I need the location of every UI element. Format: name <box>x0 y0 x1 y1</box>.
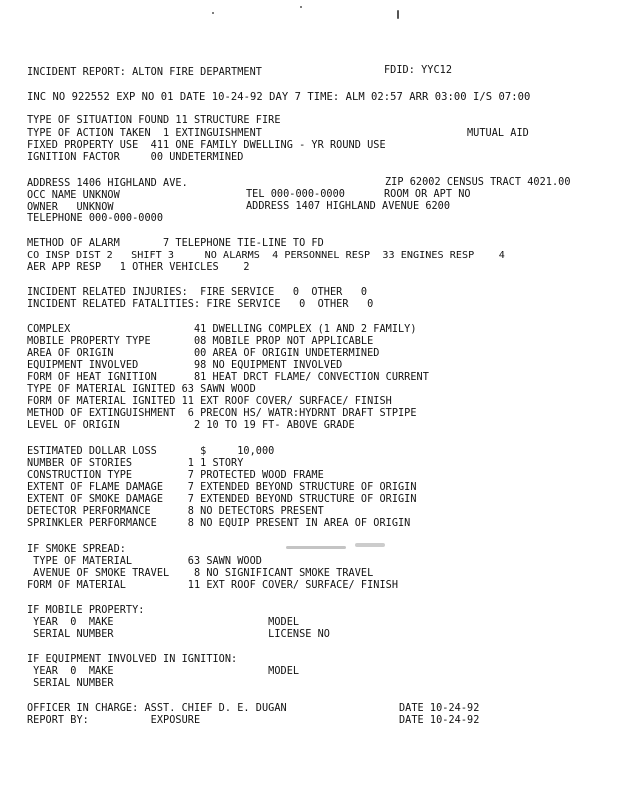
report-by: REPORT BY: EXPOSURE <box>27 715 201 726</box>
scan-speck <box>300 6 302 8</box>
zip-census: ZIP 62002 CENSUS TRACT 4021.00 <box>385 177 571 188</box>
address: ADDRESS 1406 HIGHLAND AVE. <box>27 178 188 189</box>
officer-in-charge: OFFICER IN CHARGE: ASST. CHIEF D. E. DUGAN <box>27 703 287 714</box>
aer-app-resp: AER APP RESP 1 OTHER VEHICLES 2 <box>27 262 250 273</box>
occupant-name: OCC NAME UNKNOW <box>27 190 120 201</box>
mobile-property-heading: IF MOBILE PROPERTY: <box>27 605 145 616</box>
detector-performance: DETECTOR PERFORMANCE 8 NO DETECTORS PRESENT <box>27 506 324 517</box>
type-of-material-ignited: TYPE OF MATERIAL IGNITED 63 SAWN WOOD <box>27 384 256 395</box>
co-insp-line: CO INSP DIST 2 SHIFT 3 NO ALARMS 4 PERSONNEL RESP 33 ENGINES RESP 4 <box>27 250 505 261</box>
fixed-property-use: FIXED PROPERTY USE 411 ONE FAMILY DWELLING - YR ROUND USE <box>27 140 386 151</box>
equipment-year-make-model: YEAR 0 MAKE MODEL <box>27 666 300 677</box>
fatalities-line: INCIDENT RELATED FATALITIES: FIRE SERVICE 0 OTHER 0 <box>27 299 374 310</box>
smoke-form-of-material: FORM OF MATERIAL 11 EXT ROOF COVER/ SURFACE/ FINISH <box>27 580 399 591</box>
injuries-line: INCIDENT RELATED INJURIES: FIRE SERVICE 0 OTHER 0 <box>27 287 368 298</box>
avenue-of-smoke-travel: AVENUE OF SMOKE TRAVEL 8 NO SIGNIFICANT SMOKE TRAVEL <box>27 568 374 579</box>
type-of-situation: TYPE OF SITUATION FOUND 11 STRUCTURE FIRE <box>27 115 281 126</box>
equipment-heading: IF EQUIPMENT INVOLVED IN IGNITION: <box>27 654 238 665</box>
method-of-extinguishment: METHOD OF EXTINGUISHMENT 6 PRECON HS/ WATR:HYDRNT DRAFT STPIPE <box>27 408 417 419</box>
equipment-serial-number: SERIAL NUMBER <box>27 678 114 689</box>
smoke-type-of-material: TYPE OF MATERIAL 63 SAWN WOOD <box>27 556 262 567</box>
form-of-material-ignited: FORM OF MATERIAL IGNITED 11 EXT ROOF COVER/ SURFACE/ FINISH <box>27 396 392 407</box>
owner-telephone: TELEPHONE 000-000-0000 <box>27 213 164 224</box>
mobile-serial-license: SERIAL NUMBER LICENSE NO <box>27 629 330 640</box>
scan-speck <box>212 12 214 14</box>
method-of-alarm: METHOD OF ALARM 7 TELEPHONE TIE-LINE TO FD <box>27 238 324 249</box>
equipment-involved: EQUIPMENT INVOLVED 98 NO EQUIPMENT INVOLVED <box>27 360 343 371</box>
report-title: INCIDENT REPORT: ALTON FIRE DEPARTMENT <box>27 67 262 78</box>
extent-of-smoke-damage: EXTENT OF SMOKE DAMAGE 7 EXTENDED BEYOND STRUCTURE OF ORIGIN <box>27 494 417 505</box>
extent-of-flame-damage: EXTENT OF FLAME DAMAGE 7 EXTENDED BEYOND STRUCTURE OF ORIGIN <box>27 482 417 493</box>
construction-type: CONSTRUCTION TYPE 7 PROTECTED WOOD FRAME <box>27 470 324 481</box>
room-or-apt: ROOM OR APT NO <box>384 189 471 200</box>
estimated-dollar-loss: ESTIMATED DOLLAR LOSS $ 10,000 <box>27 446 275 457</box>
incident-number-line: INC NO 922552 EXP NO 01 DATE 10-24-92 DAY 7 TIME: ALM 02:57 ARR 03:00 I/S 07:00 <box>27 91 531 103</box>
scan-mark <box>397 10 399 19</box>
type-of-action: TYPE OF ACTION TAKEN 1 EXTINGUISHMENT <box>27 128 262 139</box>
form-of-heat-ignition: FORM OF HEAT IGNITION 81 HEAT DRCT FLAME/ CONVECTION CURRENT <box>27 372 429 383</box>
scan-smudge <box>355 543 385 547</box>
area-of-origin: AREA OF ORIGIN 00 AREA OF ORIGIN UNDETERMINED <box>27 348 380 359</box>
report-date: DATE 10-24-92 <box>399 715 480 726</box>
scan-smudge <box>286 546 346 549</box>
owner-address: ADDRESS 1407 HIGHLAND AVENUE 6200 <box>246 201 451 212</box>
fdid: FDID: YYC12 <box>384 65 453 76</box>
sprinkler-performance: SPRINKLER PERFORMANCE 8 NO EQUIP PRESENT IN AREA OF ORIGIN <box>27 518 411 529</box>
officer-date: DATE 10-24-92 <box>399 703 480 714</box>
level-of-origin: LEVEL OF ORIGIN 2 10 TO 19 FT- ABOVE GRADE <box>27 420 355 431</box>
mobile-property-type: MOBILE PROPERTY TYPE 08 MOBILE PROP NOT APPLICABLE <box>27 336 374 347</box>
mobile-year-make-model: YEAR 0 MAKE MODEL <box>27 617 300 628</box>
number-of-stories: NUMBER OF STORIES 1 1 STORY <box>27 458 244 469</box>
smoke-spread-heading: IF SMOKE SPREAD: <box>27 544 126 555</box>
mutual-aid: MUTUAL AID <box>467 128 529 139</box>
complex: COMPLEX 41 DWELLING COMPLEX (1 AND 2 FAMILY) <box>27 324 417 335</box>
occupant-tel: TEL 000-000-0000 <box>246 189 345 200</box>
owner: OWNER UNKNOW <box>27 202 114 213</box>
ignition-factor: IGNITION FACTOR 00 UNDETERMINED <box>27 152 244 163</box>
